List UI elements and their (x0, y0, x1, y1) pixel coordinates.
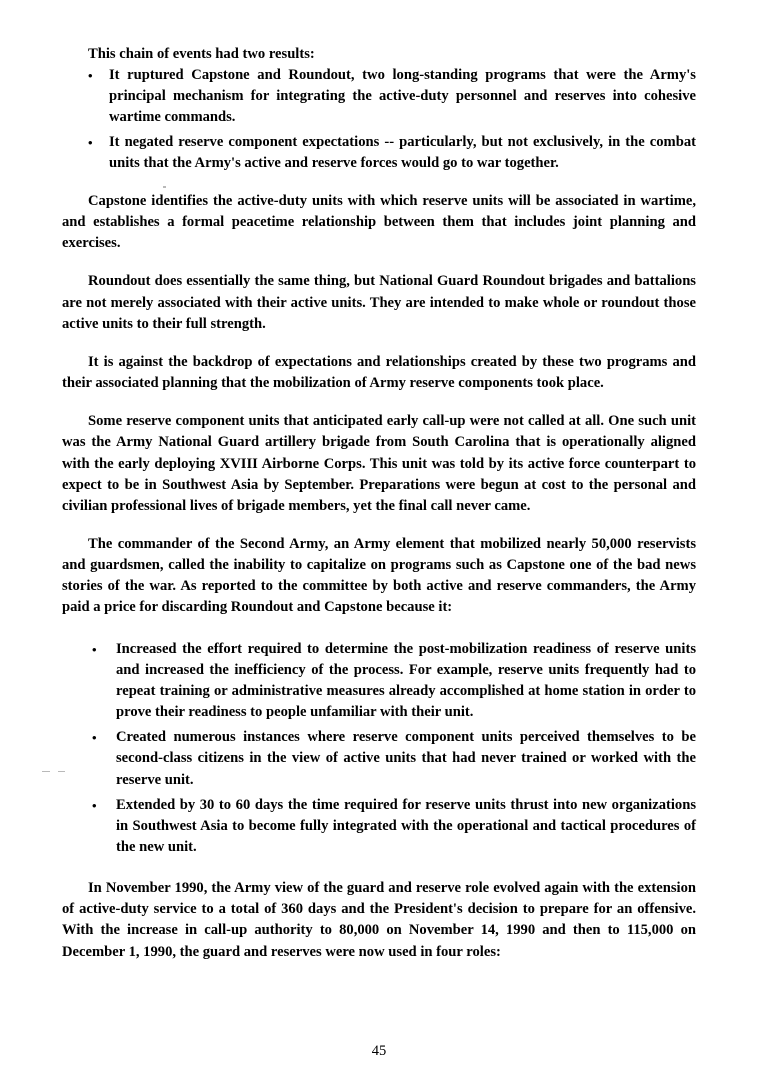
scan-artifact (58, 771, 65, 772)
list-item (62, 795, 696, 858)
paragraph-roundout: Roundout does essentially the same thing, but National Guard Roundout brigades and battalions are not merely associated with their active units. They are intended to make whole or roundout those active units to their full strength. (62, 273, 696, 332)
list-item (62, 65, 696, 128)
list-item-text: It ruptured Capstone and Roundout, two long-standing programs that were the Army's principal mechanism for integrating the active-duty personnel and reserves into cohesive wartime commands. (109, 67, 696, 126)
list-item-text: It negated reserve component expectations -- particularly, but not exclusively, in the combat units that the Army's active and reserve forces would go to war together. (109, 133, 696, 171)
first-bullet-list (62, 65, 696, 174)
list-item (62, 727, 696, 790)
list-item-text: Created numerous instances where reserve component units perceived themselves to be second-class citizens in the view of active units that had never trained or worked with the reserve unit. (116, 729, 696, 788)
bullet-icon: • (88, 134, 93, 150)
list-item-text: Increased the effort required to determine the post-mobilization readiness of reserve units and increased the inefficiency of the process. For example, reserve units frequently had to repeat training or administrative measures already accomplished at home station in order to prove their readiness to people unfamiliar with their unit. (116, 640, 696, 721)
bullet-icon: • (92, 641, 97, 657)
bullet-icon: • (92, 730, 97, 746)
paragraph-south-carolina: Some reserve component units that anticipated early call-up were not called at all. One such unit was the Army National Guard artillery brigade from South Carolina that is operationally aligned with the early deploying XVIII Airborne Corps. This unit was told by its active force counterpart to expect to be in Southwest Asia by September. Preparations were begun at cost to the personal and civilian professional lives of brigade members, yet the final call never came. (62, 413, 696, 514)
page-number: 45 (371, 1043, 387, 1059)
list-item-text: Extended by 30 to 60 days the time required for reserve units thrust into new organizations in Southwest Asia to become fully integrated with the operational and tactical procedures of the new unit. (116, 796, 696, 855)
paragraph-capstone: Capstone identifies the active-duty units with which reserve units will be associated in wartime, and establishes a formal peacetime relationship between them that includes joint planning and exercises. (62, 192, 696, 252)
paragraph-backdrop: It is against the backdrop of expectations and relationships created by these two programs and their associated planning that the mobilization of Army reserve components took place. (62, 353, 696, 392)
scan-artifact (163, 186, 166, 188)
paragraph-november-1990: In November 1990, the Army view of the guard and reserve role evolved again with the extension of active-duty service to a total of 360 days and the President's decision to prepare for an offensive. With the increase in call-up authority to 80,000 on November 14, 1990 and then to 115,000 on December 1, 1990, the guard and reserves were now used in four roles: (62, 880, 696, 960)
list-item (62, 639, 696, 724)
paragraph-second-army: The commander of the Second Army, an Army element that mobilized nearly 50,000 reservists and guardsmen, called the inability to capitalize on programs such as Capstone one of the bad news stories of the war. As reported to the committee by both active and reserve commanders, the Army paid a price for discarding Roundout and Capstone because it: (62, 535, 696, 616)
page-body (62, 44, 696, 963)
intro-line: This chain of events had two results: (88, 46, 315, 62)
scan-artifact (42, 771, 50, 772)
second-bullet-list (62, 639, 696, 859)
bullet-icon: • (88, 68, 93, 84)
bullet-icon: • (92, 797, 97, 813)
list-item (62, 132, 696, 174)
